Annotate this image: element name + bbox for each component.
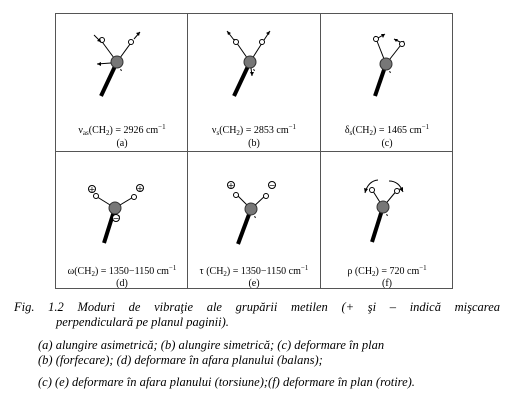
panel-tag: (c) — [381, 138, 393, 149]
panel-a — [56, 14, 188, 151]
panel-b — [188, 14, 320, 151]
panel-e — [188, 152, 320, 289]
panel-tag: (f) — [382, 278, 392, 289]
panel-tag: (e) — [248, 278, 260, 289]
caption-line: (a) alungire asimetrică; (b) alungire simetrică; (c) deformare în plan — [38, 338, 385, 352]
caption-line: perpendiculară pe planul paginii). — [56, 315, 229, 329]
frequency-label: ρ $(CH_2) = 720$ $cm^{-1}$ — [347, 264, 427, 278]
caption-line: Fig. 1.2 Moduri de vibraţie ale grupării metilen (+ şi – indică mişcarea — [14, 300, 500, 314]
plus-sign: + — [227, 181, 235, 190]
plus-sign: + — [136, 184, 144, 193]
frequency-label: τ $(CH_2) = 1350-1150$ $cm^{-1}$ — [199, 264, 309, 278]
figure-grid — [55, 13, 453, 289]
panel-tag: (a) — [116, 138, 128, 149]
plus-sign: + — [88, 185, 96, 194]
frequency-label: $\nu_s(CH_2) = 2853$ $cm^{-1}$ — [211, 123, 297, 137]
panel-d — [56, 152, 188, 289]
frequency-label: $\omega(CH_2) = 1350-1150$ $cm^{-1}$ — [67, 264, 177, 278]
minus-sign: − — [268, 181, 276, 190]
caption-line: (c) (e) deformare în afara planului (torsiune);(f) deformare în plan (rotire). — [38, 375, 415, 389]
frequency-label: $\nu_{as}(CH_2) = 2926$ $cm^{-1}$ — [78, 123, 166, 137]
panel-f — [321, 152, 453, 289]
panel-tag: (d) — [116, 278, 128, 289]
frequency-label: $\delta_s(CH_2) = 1465$ $cm^{-1}$ — [344, 123, 430, 137]
caption-line: (b) (forfecare); (d) deformare în afara planului (balans); — [38, 353, 323, 367]
minus-sign: − — [112, 214, 120, 223]
panel-tag: (b) — [248, 138, 260, 149]
panel-c — [321, 14, 453, 151]
